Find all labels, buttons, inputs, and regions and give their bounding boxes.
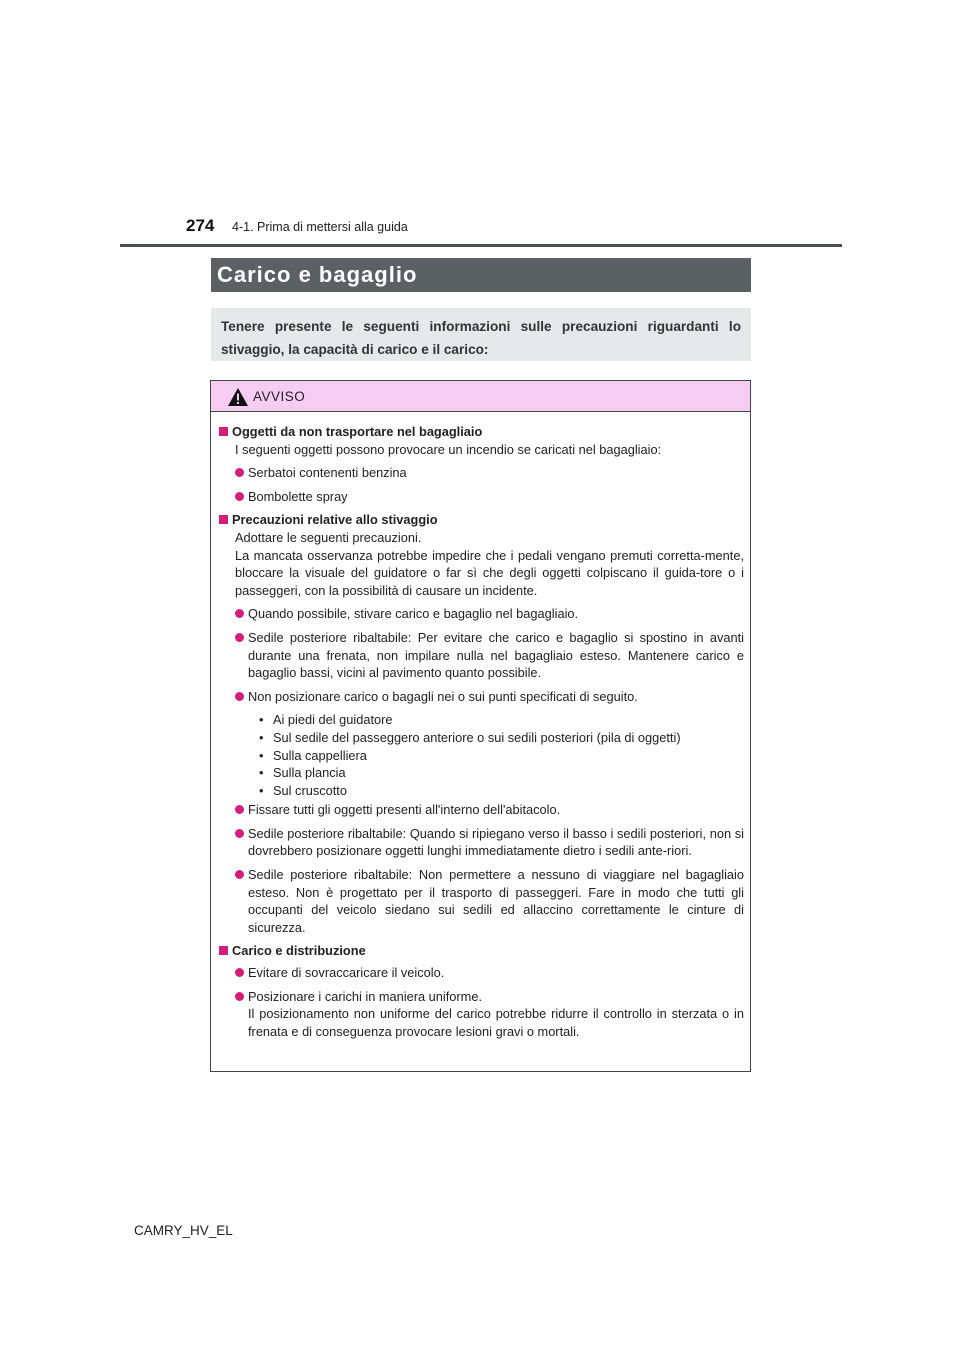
warning-triangle-icon (227, 387, 249, 407)
circle-bullet-icon (235, 633, 244, 642)
square-bullet-icon (219, 427, 228, 436)
section-heading: Oggetti da non trasportare nel bagagliaio (217, 423, 744, 441)
square-bullet-icon (219, 515, 228, 524)
list-item: Evitare di sovraccaricare il veicolo. (235, 964, 744, 982)
paragraph: La mancata osservanza potrebbe impedire che i pedali vengano premuti corretta-mente, bloccare la visuale del guidatore o far sì che degli oggetti colpiscano il guida-tore o i passeggeri, con la possibilità di causare un incidente. (235, 547, 744, 598)
section-heading: Precauzioni relative allo stivaggio (217, 511, 744, 529)
warning-box (210, 380, 751, 1072)
list-item: Fissare tutti gli oggetti presenti all'interno dell'abitacolo. (235, 801, 744, 819)
circle-bullet-icon (235, 492, 244, 501)
section-heading: Carico e distribuzione (217, 942, 744, 960)
circle-bullet-icon (235, 870, 244, 879)
circle-bullet-icon (235, 609, 244, 618)
page-title-bar (211, 258, 751, 292)
sub-list-item: • Ai piedi del guidatore (259, 712, 393, 728)
sub-list-item: • Sulla cappelliera (259, 747, 367, 763)
list-item: Sedile posteriore ribaltabile: Non permettere a nessuno di viaggiare nel bagagliaio esteso. Non è progettato per il trasporto di passeggeri. Fare in modo che tutti gli occupanti del veicolo siedano sui sedili ed allaccino correttamente le cinture di sicurezza. (235, 866, 744, 936)
square-bullet-icon (219, 946, 228, 955)
page-number: 274 (186, 216, 215, 235)
footer-code: CAMRY_HV_EL (134, 1223, 233, 1238)
warning-label: AVVISO (253, 389, 306, 404)
sub-list-item: • Sul cruscotto (259, 782, 347, 798)
list-item: Posizionare i carichi in maniera uniforme. Il posizionamento non uniforme del carico potrebbe ridurre il controllo in sterzata o in frenata e di conseguenza provocare lesioni gravi o mortali. (235, 988, 744, 1041)
sub-list-item: • Sulla plancia (259, 765, 346, 781)
warning-content (211, 412, 750, 1040)
list-item: Quando possibile, stivare carico e bagaglio nel bagagliaio. (235, 605, 744, 623)
list-item: Non posizionare carico o bagagli nei o sui punti specificati di seguito. (235, 688, 744, 706)
circle-bullet-icon (235, 968, 244, 977)
list-item: Bombolette spray (235, 488, 744, 506)
intro-box: Tenere presente le seguenti informazioni sulle precauzioni riguardanti lo stivaggio, la capacità di carico e il carico: (211, 308, 751, 361)
paragraph: Adottare le seguenti precauzioni. (235, 529, 422, 545)
paragraph: I seguenti oggetti possono provocare un incendio se caricati nel bagagliaio: (235, 441, 662, 457)
list-item: Serbatoi contenenti benzina (235, 464, 744, 482)
circle-bullet-icon (235, 468, 244, 477)
circle-bullet-icon (235, 805, 244, 814)
sub-list (259, 711, 744, 799)
section-label: 4-1. Prima di mettersi alla guida (232, 220, 408, 234)
warning-header (211, 381, 750, 412)
circle-bullet-icon (235, 829, 244, 838)
page-title: Carico e bagaglio (217, 262, 418, 287)
list-item: Sedile posteriore ribaltabile: Quando si ripiegano verso il basso i sedili posteriori, non si dovrebbero posizionare oggetti lunghi immediatamente dietro i sedili ante-riori. (235, 825, 744, 860)
sub-list-item: • Sul sedile del passeggero anteriore o sui sedili posteriori (pila di oggetti) (259, 729, 681, 745)
circle-bullet-icon (235, 992, 244, 1001)
circle-bullet-icon (235, 692, 244, 701)
list-item: Sedile posteriore ribaltabile: Per evitare che carico e bagaglio si spostino in avanti durante una frenata, non impilare nulla nel bagagliaio esteso. Mantenere carico e bagaglio bassi, vicini al pavimento quanto possibile. (235, 629, 744, 682)
header-divider (120, 244, 842, 247)
